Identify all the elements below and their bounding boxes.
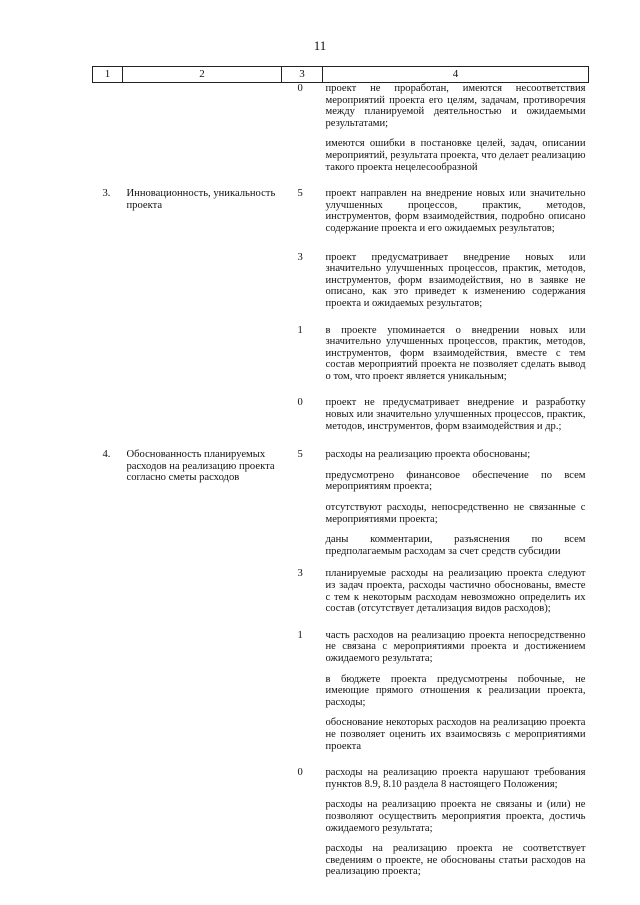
description-paragraph: расходы на реализацию проекта не связаны и (или) не позволяют осуществить мероприятия проекта, достичь ожидаемого результата; (325, 799, 586, 834)
page-number: 11 (313, 38, 327, 53)
table-row (93, 624, 589, 761)
score-value: 3 (297, 251, 303, 263)
criterion-name (123, 391, 282, 441)
description-paragraph: проект направлен на внедрение новых или значительно улучшенных процессов, практик, методов, инструментов, форм взаимодействия, подробно описано содержание проекта и его ожидаемых результатов; (325, 188, 586, 234)
score-value: 3 (297, 568, 303, 580)
criterion-number: 3. (102, 188, 111, 200)
table-row (93, 83, 589, 183)
score-value: 0 (297, 767, 303, 779)
table-body (93, 83, 589, 887)
criterion-name (123, 319, 282, 392)
column-header-1: 1 (93, 67, 123, 83)
description-paragraph: в проекте упоминается о внедрении новых или значительно улучшенных процессов, практик, методов, инструментов, форм взаимодействия, вместе с тем состав мероприятий проекта не позволяет сделать вывод о том, что проект является уникальным; (325, 324, 586, 382)
score-value: 0 (297, 83, 303, 94)
criterion-name: Инновационность, уникальность проекта (126, 188, 276, 211)
criterion-name (123, 624, 282, 761)
criterion-name (123, 244, 282, 319)
criterion-number: 4. (102, 449, 111, 461)
table-row (93, 441, 589, 566)
table-row (93, 182, 589, 243)
criterion-name (123, 83, 282, 183)
column-header-3: 3 (282, 67, 323, 83)
criterion-number (93, 624, 123, 761)
description-paragraph: планируемые расходы на реализацию проекта следуют из задач проекта, расходы частично обоснованы, вместе с тем к некоторым расходам невозможно определить их состав (отсутствует детализация видов расходов); (325, 568, 586, 615)
criterion-number (93, 83, 123, 183)
score-value: 1 (297, 629, 303, 641)
score-value: 5 (297, 449, 303, 461)
score-description (323, 624, 589, 761)
table-row (93, 566, 589, 623)
table-row (93, 391, 589, 441)
score-description (323, 244, 589, 319)
description-paragraph: даны комментарии, разъяснения по всем предполагаемым расходам за счет средств субсидии (325, 534, 586, 557)
criteria-table (92, 66, 589, 887)
table-header-row (93, 67, 589, 83)
criterion-name: Обоснованность планируемых расходов на реализацию проекта согласно сметы расходов (126, 449, 275, 484)
description-paragraph: расходы на реализацию проекта нарушают требования пунктов 8.9, 8.10 раздела 8 настоящего Положения; (325, 767, 586, 790)
criterion-number (93, 566, 123, 623)
description-paragraph: предусмотрено финансовое обеспечение по всем мероприятиям проекта; (325, 469, 586, 493)
description-paragraph: проект предусматривает внедрение новых или значительно улучшенных процессов, практик, методов, инструментов, форм взаимодействия, но в заявке не описано, как это приведет к изменению содержания проекта и ожидаемых результатов; (325, 251, 586, 309)
description-paragraph: имеются ошибки в постановке целей, задач, описании мероприятий, результата проекта, что делает реализацию такого проекта нецелесообразной (325, 138, 586, 173)
description-paragraph: в бюджете проекта предусмотрены побочные, не имеющие прямого отношения к реализации проекта, расходы; (325, 673, 586, 708)
score-description (323, 566, 589, 623)
table-row (93, 761, 589, 887)
score-description (323, 441, 589, 566)
table-row (93, 319, 589, 392)
criterion-name (123, 566, 282, 623)
score-value: 0 (297, 397, 303, 409)
column-header-4: 4 (323, 67, 589, 83)
description-paragraph: расходы на реализацию проекта не соответствует сведениям о проекте, не обоснованы статьи расходов на реализацию проекта; (325, 843, 586, 878)
score-value: 1 (297, 324, 303, 336)
score-description (323, 761, 589, 887)
column-header-2: 2 (123, 67, 282, 83)
score-value: 5 (297, 188, 303, 200)
score-description (323, 182, 589, 243)
description-paragraph: отсутствуют расходы, непосредственно не связанные с мероприятиями проекта; (325, 502, 586, 525)
score-description (323, 391, 589, 441)
description-paragraph: обоснование некоторых расходов на реализацию проекта не позволяет оценить их взаимосвязь с мероприятиями проекта (325, 717, 586, 752)
criterion-number (93, 761, 123, 887)
criterion-name (123, 761, 282, 887)
criterion-number (93, 244, 123, 319)
criterion-number (93, 391, 123, 441)
table-row (93, 244, 589, 319)
description-paragraph: проект не предусматривает внедрение и разработку новых или значительно улучшенных процессов, практик, методов, инструментов, форм взаимодействия и др.; (325, 397, 586, 432)
description-paragraph: расходы на реализацию проекта обоснованы; (325, 449, 531, 461)
criterion-number (93, 319, 123, 392)
score-description (323, 319, 589, 392)
description-paragraph: проект не проработан, имеются несоответствия мероприятий проекта его целям, задачам, противоречия между планируемой деятельностью и ожидаемыми результатами; (325, 83, 586, 129)
description-paragraph: часть расходов на реализацию проекта непосредственно не связана с мероприятиями проекта и достижением ожидаемого результата; (325, 629, 586, 664)
score-description (323, 83, 589, 183)
